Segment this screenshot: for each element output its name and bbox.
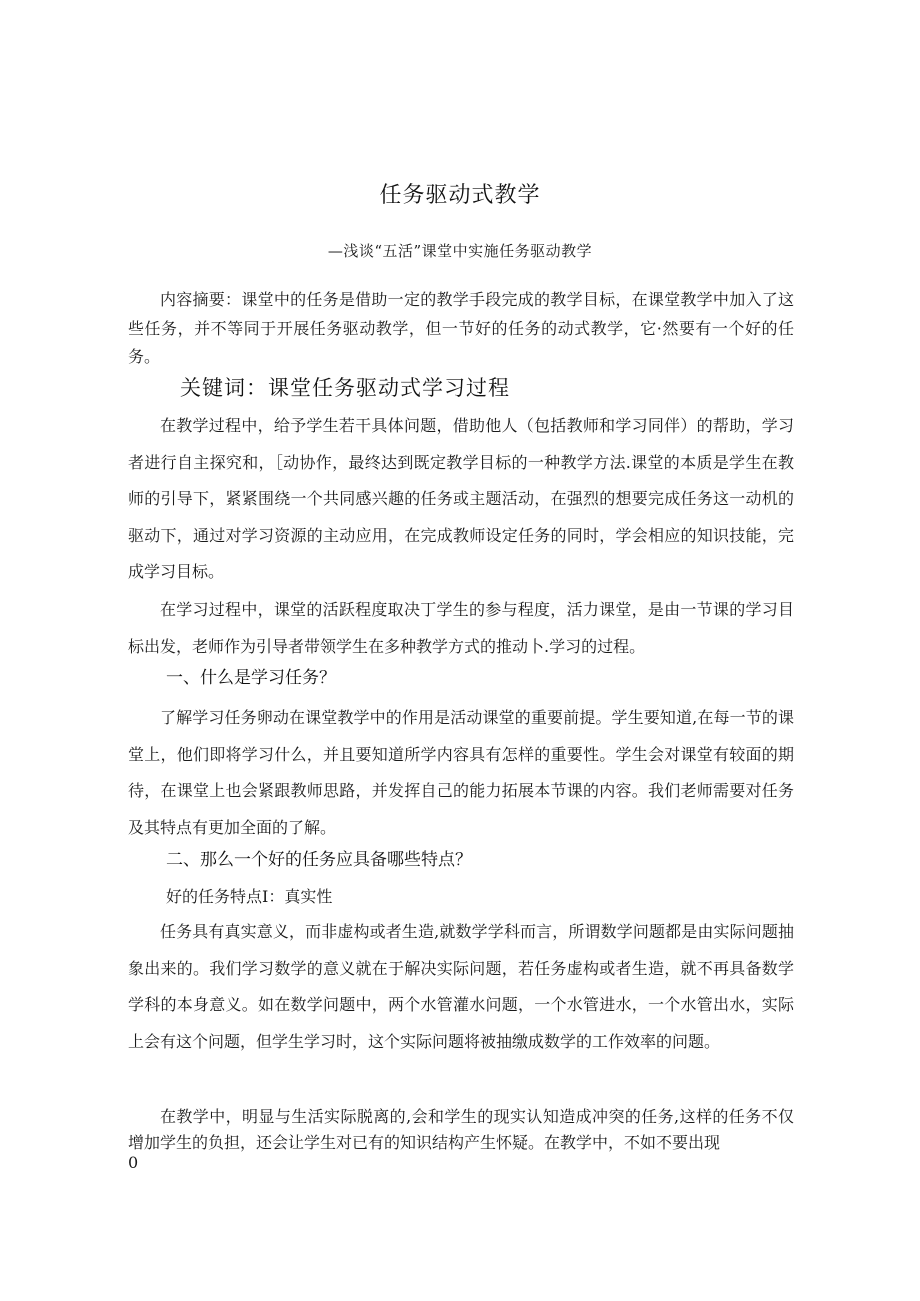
document-title: 任务驱动式教学 <box>379 183 541 208</box>
section-heading: 二、那么一个好的任务应具备哪些特点？ <box>166 850 472 870</box>
body-paragraph: 任务具有真实意义，而非虚构或者生造,就数学学科而言，所谓数学问题都是由实际问题抽象出来的。我们学习数学的意义就在于解决实际问题，若任务虚构或者生造，就不再具备数学学科的本身意义。如在数学问题中，两个水管灌水问题，一个水管进水，一个水管出水，实际上会有这个问题，但学生学习时，这个实际问题将被抽缴成数学的工作效率的问题。 <box>128 922 794 1051</box>
body-paragraph: 在学习过程中，课堂的活跃程度取决丁学生的参与程度，活力课堂，是由一节课的学习目标出发，老师作为引导者带领学生在多种教学方式的推动卜.学习的过程。 <box>128 600 794 656</box>
document-subtitle: —浅谈“五活”课堂中实施任务驱动教学 <box>327 242 593 260</box>
page-number: 0 <box>128 1153 139 1172</box>
feature-subheading: 好的任务特点I：真实性 <box>166 887 333 906</box>
body-paragraph: 在教学中，明显与生活实际脱离的,会和学生的现实认知造成冲突的任务,这样的任务不仅增加学生的负担，还会让学生对已有的知识结构产生怀疑。在教学中，不如不要出现 <box>128 1107 794 1152</box>
body-paragraph: 了解学习任务卵动在课堂教学中的作用是活动课堂的重要前提。学生要知道,在每一节的课堂上，他们即将学习什么，并且要知道所学内容具有怎样的重要性。学生会对课堂有较面的期待，在课堂上也会紧跟教师思路，并发挥自己的能力拓展本节课的内容。我们老师需要对任务及其特点有更加全面的了解。 <box>128 708 794 837</box>
abstract-paragraph: 内容摘要：课堂中的任务是借助一定的教学手段完成的教学目标，在课堂教学中加入了这些任务，并不等同于开展任务驱动教学，但一节好的任务的动式教学，它·然要有一个好的任务。 <box>128 290 794 366</box>
body-paragraph: 在教学过程中，给予学生若干具体问题，借助他人（包括教师和学习同伴）的帮助，学习者进行自主探究和，［动协作，最终达到既定教学目标的一种教学方法.课堂的本质是学生在教师的引导下，紧紧围绕一个共同感兴趣的任务或主题活动，在强烈的想要完成任务这一动机的驱动下，通过对学习资源的主动应用，在完成教师设定任务的同时，学会相应的知识技能，完成学习目标。 <box>128 416 794 582</box>
keywords-line: 关键词：课堂任务驱动式学习过程 <box>180 376 510 400</box>
section-heading: 一、什么是学习任务？ <box>166 668 336 688</box>
